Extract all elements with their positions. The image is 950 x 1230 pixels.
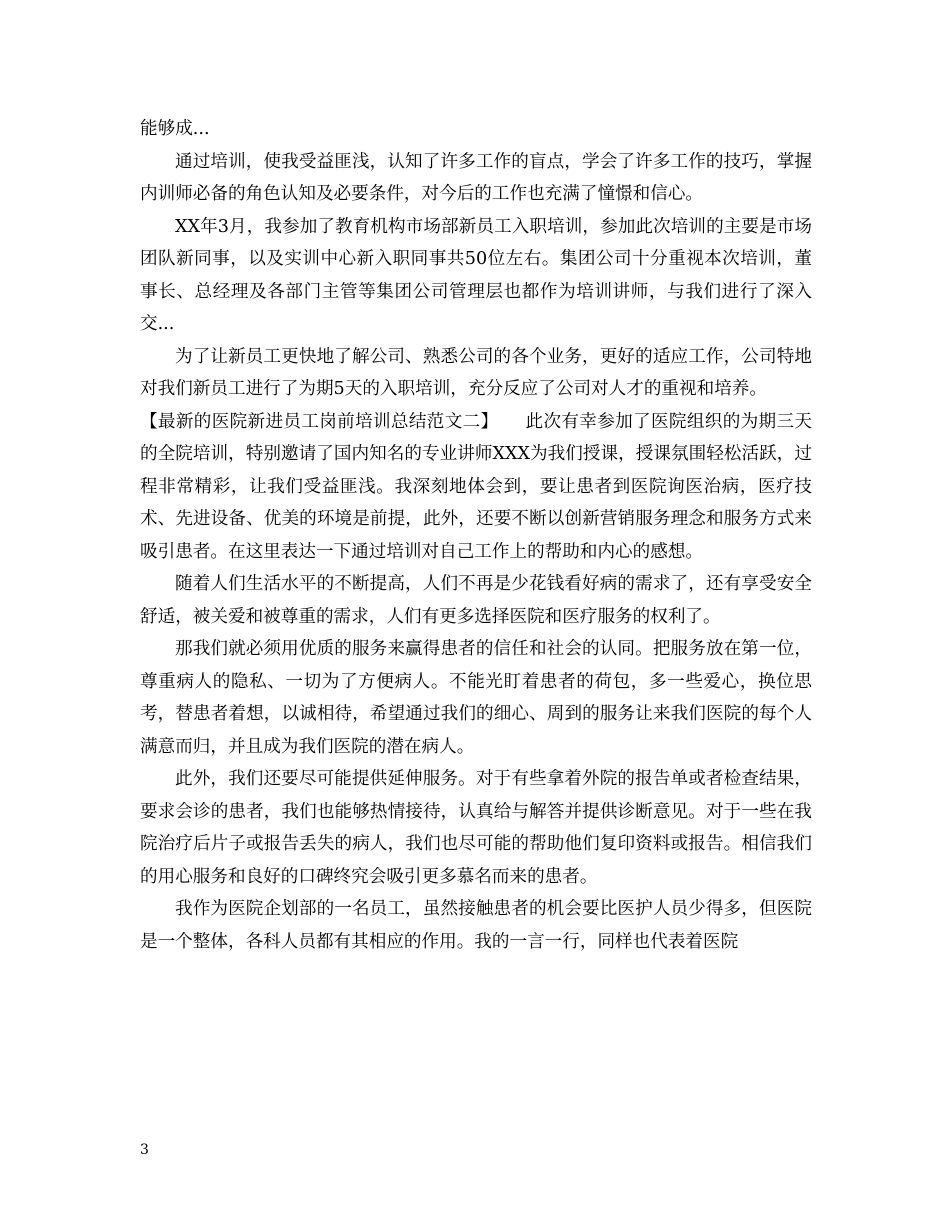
paragraph-7: 那我们就必须用优质的服务来赢得患者的信任和社会的认同。把服务放在第一位，尊重病人的隐私、一切为了方便病人。不能光盯着患者的荷包，多一些爱心，换位思考，替患者着想，以诚相待，希望通过我们的细心、周到的服务让来我们医院的每个人满意而归，并且成为我们医院的潜在病人。 xyxy=(140,639,812,757)
document-body xyxy=(140,113,812,958)
paragraph-9: 我作为医院企划部的一名员工，虽然接触患者的机会要比医护人员少得多，但医院是一个整体，各科人员都有其相应的作用。我的一言一行，同样也代表着医院 xyxy=(140,899,812,952)
paragraph-6: 随着人们生活水平的不断提高，人们不再是少花钱看好病的需求了，还有享受安全舒适，被关爱和被尊重的需求，人们有更多选择医院和医疗服务的权利了。 xyxy=(140,574,812,627)
paragraph-3: XX年3月，我参加了教育机构市场部新员工入职培训，参加此次培训的主要是市场团队新同事，以及实训中心新入职同事共50位左右。集团公司十分重视本次培训，董事长、总经理及各部门主管等集团公司管理层也都作为培训讲师，与我们进行了深入交... xyxy=(140,216,812,334)
paragraph-4: 为了让新员工更快地了解公司、熟悉公司的各个业务，更好的适应工作，公司特地对我们新员工进行了为期5天的入职培训，充分反应了公司对人才的重视和培养。 xyxy=(140,346,812,399)
paragraph-1: 能够成... xyxy=(140,119,210,139)
paragraph-2: 通过培训，使我受益匪浅，认知了许多工作的盲点，学会了许多工作的技巧，掌握内训师必备的角色认知及必要条件，对今后的工作也充满了憧憬和信心。 xyxy=(140,151,812,204)
page-number: 3 xyxy=(140,1142,149,1158)
paragraph-8: 此外，我们还要尽可能提供延伸服务。对于有些拿着外院的报告单或者检查结果，要求会诊的患者，我们也能够热情接待，认真给与解答并提供诊断意见。对于一些在我院治疗后片子或报告丢失的病人，我们也尽可能的帮助他们复印资料或报告。相信我们的用心服务和良好的口碑终究会吸引更多慕名而来的患者。 xyxy=(140,769,812,887)
section-heading-paragraph: 【最新的医院新进员工岗前培训总结范文二】 此次有幸参加了医院组织的为期三天的全院培训，特别邀请了国内知名的专业讲师XXX为我们授课，授课氛围轻松活跃，过程非常精彩，让我们受益匪浅。我深刻地体会到，要让患者到医院询医治病，医疗技术、先进设备、优美的环境是前提，此外，还要不断以创新营销服务理念和服务方式来吸引患者。在这里表达一下通过培训对自己工作上的帮助和内心的感想。 xyxy=(140,411,812,562)
